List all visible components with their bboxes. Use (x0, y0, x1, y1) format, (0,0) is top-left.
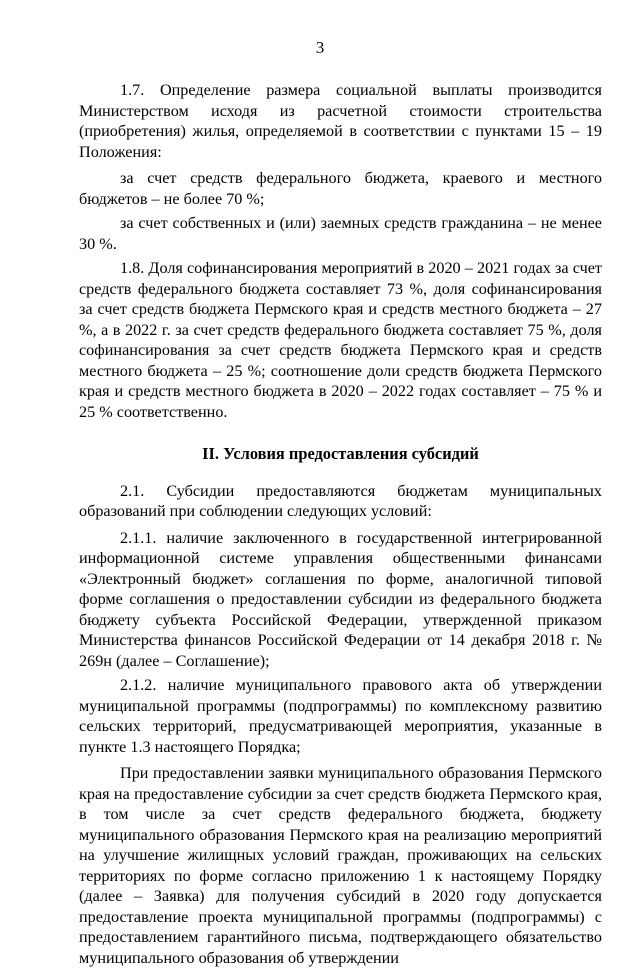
paragraph-application: При предоставлении заявки муниципального образования Пермского края на предоставление субсидии за счет средств бюджета Пермского края, в том числе за счет средств федерального бюджета, бюджету муниципального образования Пермского края на реализацию мероприятий на улучшение жилищных условий граждан, проживающих на сельских территориях по форме согласно приложению 1 к настоящему Порядку (далее – Заявка) для получения субсидий в 2020 году допускается предоставление проекта муниципальной программы (подпрограммы) с предоставлением гарантийного письма, подтверждающего обязательство муниципального образования об утверждении (79, 764, 602, 967)
section-heading: II. Условия предоставления субсидий (202, 444, 479, 463)
paragraph-1-7: 1.7. Определение размера социальной выплаты производится Министерством исходя из расчетной стоимости строительства (приобретения) жилья, определяемой в соответствии с пунктами 15 – 19 Положения: (79, 81, 602, 161)
paragraph-2-1: 2.1. Субсидии предоставляются бюджетам муниципальных образований при соблюдении следующих условий: (79, 481, 602, 520)
page-number: 3 (315, 38, 325, 57)
paragraph-2-1-2: 2.1.2. наличие муниципального правового акта об утверждении муниципальной программы (подпрограммы) по комплексному развитию сельских территорий, предусматривающей мероприятия, указанные в пункте 1.3 настоящего Порядка; (79, 676, 602, 756)
document-body (79, 80, 602, 974)
paragraph-citizen-share: за счет собственных и (или) заемных средств гражданина – не менее 30 %. (79, 214, 602, 253)
paragraph-federal-share: за счет средств федерального бюджета, краевого и местного бюджетов – не более 70 %; (79, 169, 602, 208)
paragraph-2-1-1: 2.1.1. наличие заключенного в государственной интегрированной информационной системе управления общественными финансами «Электронный бюджет» соглашения по форме, аналогичной типовой форме соглашения о предоставлении субсидии из федерального бюджета бюджету субъекта Российской Федерации, утвержденной приказом Министерства финансов Российской Федерации от 14 декабря 2018 г. № 269н (далее – Соглашение); (79, 528, 602, 670)
paragraph-1-8: 1.8. Доля софинансирования мероприятий в 2020 – 2021 годах за счет средств федерального бюджета составляет 73 %, доля софинансирования за счет средств бюджета Пермского края и средств местного бюджета – 27 %, а в 2022 г. за счет средств федерального бюджета составляет 75 %, доля софинансирования за счет средств бюджета Пермского края и средств местного бюджета – 25 %; соотношение доли средств бюджета Пермского края и средств местного бюджета в 2020 – 2022 годах составляет – 75 % и 25 % соответственно. (79, 259, 602, 421)
